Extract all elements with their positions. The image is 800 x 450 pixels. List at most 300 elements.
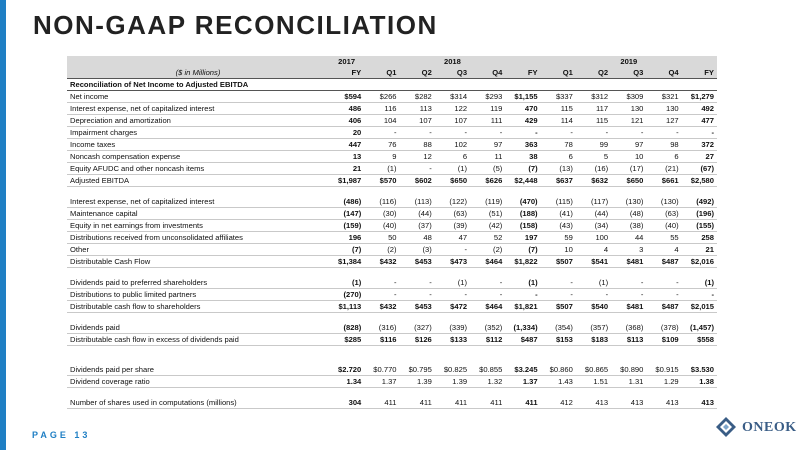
section-title-row: [67, 79, 717, 91]
table-cell: (1): [364, 163, 399, 175]
table-cell: -: [470, 127, 505, 139]
table-cell: $285: [329, 334, 364, 346]
table-row: [67, 220, 717, 232]
table-cell: 1.37: [505, 376, 540, 388]
table-cell: -: [435, 127, 470, 139]
period-header-cell: Q2: [400, 67, 435, 79]
table-cell: $570: [364, 175, 399, 187]
table-cell: $464: [470, 301, 505, 313]
table-cell: $321: [646, 91, 681, 103]
table-cell: $602: [400, 175, 435, 187]
table-cell: (378): [646, 322, 681, 334]
table-cell: (188): [505, 208, 540, 220]
table-cell: $0.860: [541, 364, 576, 376]
table-cell: (16): [576, 163, 611, 175]
table-cell: (5): [470, 163, 505, 175]
table-row: [67, 208, 717, 220]
table-cell: 372: [682, 139, 717, 151]
table-cell: 21: [682, 244, 717, 256]
table-cell: $432: [364, 256, 399, 268]
table-cell: $487: [646, 301, 681, 313]
table-cell: 121: [611, 115, 646, 127]
table-cell: 21: [329, 163, 364, 175]
year-header-2018: 2018: [364, 56, 540, 67]
table-cell: 9: [364, 151, 399, 163]
table-cell: (41): [541, 208, 576, 220]
row-label: Maintenance capital: [67, 208, 329, 220]
period-header-cell: Q2: [576, 67, 611, 79]
table-cell: $594: [329, 91, 364, 103]
row-label: Impairment charges: [67, 127, 329, 139]
table-cell: 486: [329, 103, 364, 115]
table-cell: $1,113: [329, 301, 364, 313]
table-cell: (1): [505, 277, 540, 289]
table-cell: (2): [364, 244, 399, 256]
table-cell: $1,279: [682, 91, 717, 103]
table-cell: $109: [646, 334, 681, 346]
table-cell: 1.31: [611, 376, 646, 388]
table-cell: $2.720: [329, 364, 364, 376]
row-label: Distributable cash flow in excess of dividends paid: [67, 334, 329, 346]
table-cell: 13: [329, 151, 364, 163]
table-cell: 492: [682, 103, 717, 115]
table-cell: $3.530: [682, 364, 717, 376]
table-cell: (113): [400, 196, 435, 208]
table-cell: (7): [505, 163, 540, 175]
table-cell: 429: [505, 115, 540, 127]
table-cell: (828): [329, 322, 364, 334]
table-cell: 304: [329, 397, 364, 409]
table-cell: (48): [611, 208, 646, 220]
table-cell: $481: [611, 301, 646, 313]
table-row: [67, 397, 717, 409]
table-cell: 38: [505, 151, 540, 163]
table-cell: $337: [541, 91, 576, 103]
table-cell: 4: [576, 244, 611, 256]
table-cell: $1,821: [505, 301, 540, 313]
spacer-row: [67, 355, 717, 364]
row-label: Noncash compensation expense: [67, 151, 329, 163]
table-cell: $661: [646, 175, 681, 187]
table-cell: (38): [611, 220, 646, 232]
row-label: Dividends paid: [67, 322, 329, 334]
period-header-cell: Q4: [646, 67, 681, 79]
table-cell: (492): [682, 196, 717, 208]
table-cell: (486): [329, 196, 364, 208]
table-cell: (13): [541, 163, 576, 175]
spacer-row: [67, 268, 717, 278]
table-cell: (17): [611, 163, 646, 175]
table-cell: (147): [329, 208, 364, 220]
table-cell: $153: [541, 334, 576, 346]
table-row: [67, 301, 717, 313]
table-cell: -: [364, 127, 399, 139]
table-row: [67, 244, 717, 256]
table-cell: $541: [576, 256, 611, 268]
year-header-row: [67, 56, 717, 67]
table-cell: $282: [400, 91, 435, 103]
table-cell: (159): [329, 220, 364, 232]
table-row: [67, 196, 717, 208]
table-cell: $1,822: [505, 256, 540, 268]
table-cell: (1): [329, 277, 364, 289]
row-label: Number of shares used in computations (millions): [67, 397, 329, 409]
table-cell: $1,155: [505, 91, 540, 103]
table-cell: 88: [400, 139, 435, 151]
table-cell: 76: [364, 139, 399, 151]
period-header-cell: FY: [329, 67, 364, 79]
table-cell: 6: [541, 151, 576, 163]
table-cell: (63): [646, 208, 681, 220]
table-cell: (196): [682, 208, 717, 220]
table-row: [67, 115, 717, 127]
table-cell: $637: [541, 175, 576, 187]
table-cell: $2,016: [682, 256, 717, 268]
table-cell: 406: [329, 115, 364, 127]
table-cell: $113: [611, 334, 646, 346]
table-cell: -: [505, 127, 540, 139]
table-cell: 413: [682, 397, 717, 409]
table-cell: $1,384: [329, 256, 364, 268]
table-cell: (3): [400, 244, 435, 256]
row-label: Equity in net earnings from investments: [67, 220, 329, 232]
table-cell: 107: [400, 115, 435, 127]
table-cell: 116: [364, 103, 399, 115]
row-label: Dividend coverage ratio: [67, 376, 329, 388]
table-cell: 50: [364, 232, 399, 244]
spacer-row: [67, 187, 717, 197]
table-cell: (1): [435, 277, 470, 289]
table-cell: $2,580: [682, 175, 717, 187]
table-cell: (158): [505, 220, 540, 232]
year-header-2019: 2019: [541, 56, 717, 67]
table-cell: $1,987: [329, 175, 364, 187]
table-cell: $540: [576, 301, 611, 313]
period-header-cell: Q1: [541, 67, 576, 79]
spacer-row: [67, 388, 717, 398]
table-cell: 6: [435, 151, 470, 163]
table-cell: (2): [470, 244, 505, 256]
table-cell: 10: [611, 151, 646, 163]
table-cell: (44): [400, 208, 435, 220]
table-cell: (122): [435, 196, 470, 208]
table-cell: 104: [364, 115, 399, 127]
table-cell: 411: [470, 397, 505, 409]
table-cell: -: [435, 289, 470, 301]
table-cell: $293: [470, 91, 505, 103]
table-cell: 117: [576, 103, 611, 115]
table-cell: -: [435, 244, 470, 256]
table-cell: 100: [576, 232, 611, 244]
table-cell: 115: [541, 103, 576, 115]
table-cell: (354): [541, 322, 576, 334]
table-row: [67, 289, 717, 301]
section-title: Reconciliation of Net Income to Adjusted EBITDA: [67, 79, 717, 91]
table-cell: $650: [611, 175, 646, 187]
table-cell: $0.770: [364, 364, 399, 376]
table-cell: (51): [470, 208, 505, 220]
table-cell: 196: [329, 232, 364, 244]
table-cell: $507: [541, 301, 576, 313]
table-cell: 113: [400, 103, 435, 115]
table-row: [67, 256, 717, 268]
row-label: Distributions to public limited partners: [67, 289, 329, 301]
row-label: Interest expense, net of capitalized interest: [67, 196, 329, 208]
row-label: Adjusted EBITDA: [67, 175, 329, 187]
table-cell: 130: [646, 103, 681, 115]
table-cell: 1.34: [329, 376, 364, 388]
left-accent-bar: [0, 0, 6, 450]
table-cell: 1.38: [682, 376, 717, 388]
table-cell: $432: [364, 301, 399, 313]
table-row: [67, 103, 717, 115]
table-cell: (44): [576, 208, 611, 220]
table-cell: (117): [576, 196, 611, 208]
table-cell: 127: [646, 115, 681, 127]
table-cell: $116: [364, 334, 399, 346]
table-cell: (270): [329, 289, 364, 301]
table-cell: -: [364, 277, 399, 289]
table-cell: $112: [470, 334, 505, 346]
table-cell: (1): [576, 277, 611, 289]
table-cell: (1): [682, 277, 717, 289]
table-cell: 1.43: [541, 376, 576, 388]
table-cell: -: [611, 289, 646, 301]
reconciliation-table: [67, 56, 717, 409]
table-cell: $0.865: [576, 364, 611, 376]
row-label: Depreciation and amortization: [67, 115, 329, 127]
table-cell: $0.855: [470, 364, 505, 376]
table-cell: $481: [611, 256, 646, 268]
table-cell: -: [646, 289, 681, 301]
table-cell: (339): [435, 322, 470, 334]
table-cell: $507: [541, 256, 576, 268]
table-cell: (1,334): [505, 322, 540, 334]
table-cell: $472: [435, 301, 470, 313]
table-cell: 10: [541, 244, 576, 256]
table-cell: -: [541, 277, 576, 289]
table-cell: -: [541, 127, 576, 139]
table-cell: 12: [400, 151, 435, 163]
table-cell: $650: [435, 175, 470, 187]
row-label: Interest expense, net of capitalized interest: [67, 103, 329, 115]
table-cell: $314: [435, 91, 470, 103]
row-label: Income taxes: [67, 139, 329, 151]
table-cell: -: [611, 127, 646, 139]
table-cell: $453: [400, 301, 435, 313]
table-row: [67, 163, 717, 175]
table-cell: 413: [611, 397, 646, 409]
table-cell: -: [400, 163, 435, 175]
table-cell: (7): [505, 244, 540, 256]
table-cell: -: [470, 277, 505, 289]
table-cell: -: [364, 289, 399, 301]
table-cell: 47: [435, 232, 470, 244]
table-row: [67, 91, 717, 103]
table-row: [67, 175, 717, 187]
table-cell: 1.29: [646, 376, 681, 388]
table-cell: -: [470, 289, 505, 301]
table-cell: 411: [400, 397, 435, 409]
table-cell: -: [400, 127, 435, 139]
table-cell: (1): [435, 163, 470, 175]
table-cell: $0.915: [646, 364, 681, 376]
table-cell: 52: [470, 232, 505, 244]
table-cell: 115: [576, 115, 611, 127]
table-cell: -: [576, 289, 611, 301]
row-label: Distributable Cash Flow: [67, 256, 329, 268]
table-cell: 1.37: [364, 376, 399, 388]
table-cell: 97: [611, 139, 646, 151]
table-cell: $183: [576, 334, 611, 346]
period-header-cell: Q4: [470, 67, 505, 79]
table-cell: $2,448: [505, 175, 540, 187]
table-cell: $487: [646, 256, 681, 268]
table-cell: (116): [364, 196, 399, 208]
table-cell: $0.825: [435, 364, 470, 376]
table-cell: (119): [470, 196, 505, 208]
table-cell: 20: [329, 127, 364, 139]
table-cell: 130: [611, 103, 646, 115]
table-cell: $3.245: [505, 364, 540, 376]
spacer-row: [67, 346, 717, 356]
table-row: [67, 232, 717, 244]
row-label: Dividends paid per share: [67, 364, 329, 376]
table-cell: (37): [400, 220, 435, 232]
table-row: [67, 322, 717, 334]
table-cell: (43): [541, 220, 576, 232]
table-cell: (352): [470, 322, 505, 334]
table-cell: (40): [364, 220, 399, 232]
oneok-logo-text: ONEOK: [742, 420, 797, 435]
row-label: Dividends paid to preferred shareholders: [67, 277, 329, 289]
table-cell: (1,457): [682, 322, 717, 334]
table-cell: -: [541, 289, 576, 301]
table-cell: $312: [576, 91, 611, 103]
table-cell: $487: [505, 334, 540, 346]
table-cell: 78: [541, 139, 576, 151]
table-cell: (357): [576, 322, 611, 334]
table-cell: 59: [541, 232, 576, 244]
table-cell: (130): [611, 196, 646, 208]
table-cell: $632: [576, 175, 611, 187]
table-cell: 11: [470, 151, 505, 163]
table-cell: 111: [470, 115, 505, 127]
units-label: ($ in Millions): [67, 67, 329, 79]
oneok-logo-icon: [715, 416, 737, 438]
row-label: Equity AFUDC and other noncash items: [67, 163, 329, 175]
year-header-blank: [67, 56, 329, 67]
row-label: Net income: [67, 91, 329, 103]
table-cell: (34): [576, 220, 611, 232]
table-cell: -: [682, 289, 717, 301]
table-cell: 1.32: [470, 376, 505, 388]
table-cell: $126: [400, 334, 435, 346]
table-cell: $266: [364, 91, 399, 103]
table-cell: 99: [576, 139, 611, 151]
table-cell: -: [505, 289, 540, 301]
table-cell: (63): [435, 208, 470, 220]
table-cell: 107: [435, 115, 470, 127]
table-cell: -: [682, 127, 717, 139]
table-cell: $0.795: [400, 364, 435, 376]
table-cell: 122: [435, 103, 470, 115]
table-cell: 197: [505, 232, 540, 244]
table-cell: (368): [611, 322, 646, 334]
table-cell: 470: [505, 103, 540, 115]
table-row: [67, 334, 717, 346]
table-cell: (115): [541, 196, 576, 208]
table-cell: (30): [364, 208, 399, 220]
table-cell: (42): [470, 220, 505, 232]
table-cell: -: [646, 277, 681, 289]
table-cell: (7): [329, 244, 364, 256]
table-cell: $558: [682, 334, 717, 346]
table-cell: $0.890: [611, 364, 646, 376]
table-row: [67, 127, 717, 139]
table-cell: -: [400, 277, 435, 289]
period-header-cell: Q1: [364, 67, 399, 79]
table-cell: 447: [329, 139, 364, 151]
table-cell: $2,015: [682, 301, 717, 313]
table-cell: 119: [470, 103, 505, 115]
spacer-row: [67, 313, 717, 323]
table-cell: 411: [505, 397, 540, 409]
table-cell: $133: [435, 334, 470, 346]
table-cell: (327): [400, 322, 435, 334]
table-cell: -: [646, 127, 681, 139]
table-cell: 98: [646, 139, 681, 151]
table-cell: 1.39: [400, 376, 435, 388]
table-cell: (67): [682, 163, 717, 175]
table-cell: 413: [646, 397, 681, 409]
table-cell: 411: [435, 397, 470, 409]
table-cell: -: [611, 277, 646, 289]
table-cell: -: [400, 289, 435, 301]
table-cell: (316): [364, 322, 399, 334]
table-cell: $473: [435, 256, 470, 268]
page-number-label: PAGE 13: [32, 430, 91, 440]
row-label: Distributable cash flow to shareholders: [67, 301, 329, 313]
table-cell: $453: [400, 256, 435, 268]
period-header-cell: Q3: [611, 67, 646, 79]
table-cell: 3: [611, 244, 646, 256]
table-cell: 6: [646, 151, 681, 163]
row-label: Other: [67, 244, 329, 256]
table-cell: 1.51: [576, 376, 611, 388]
table-cell: (130): [646, 196, 681, 208]
table-cell: 97: [470, 139, 505, 151]
table-cell: 477: [682, 115, 717, 127]
table-row: [67, 151, 717, 163]
period-header-cell: FY: [505, 67, 540, 79]
table-cell: (470): [505, 196, 540, 208]
table-row: [67, 364, 717, 376]
table-cell: (155): [682, 220, 717, 232]
period-header-cell: Q3: [435, 67, 470, 79]
table-cell: $464: [470, 256, 505, 268]
year-header-2017: 2017: [329, 56, 364, 67]
table-cell: 413: [576, 397, 611, 409]
table-row: [67, 376, 717, 388]
period-header-cell: FY: [682, 67, 717, 79]
page-title: NON-GAAP RECONCILIATION: [33, 10, 438, 40]
table-cell: 5: [576, 151, 611, 163]
table-cell: 412: [541, 397, 576, 409]
table-cell: 258: [682, 232, 717, 244]
table-cell: 114: [541, 115, 576, 127]
table-cell: $309: [611, 91, 646, 103]
